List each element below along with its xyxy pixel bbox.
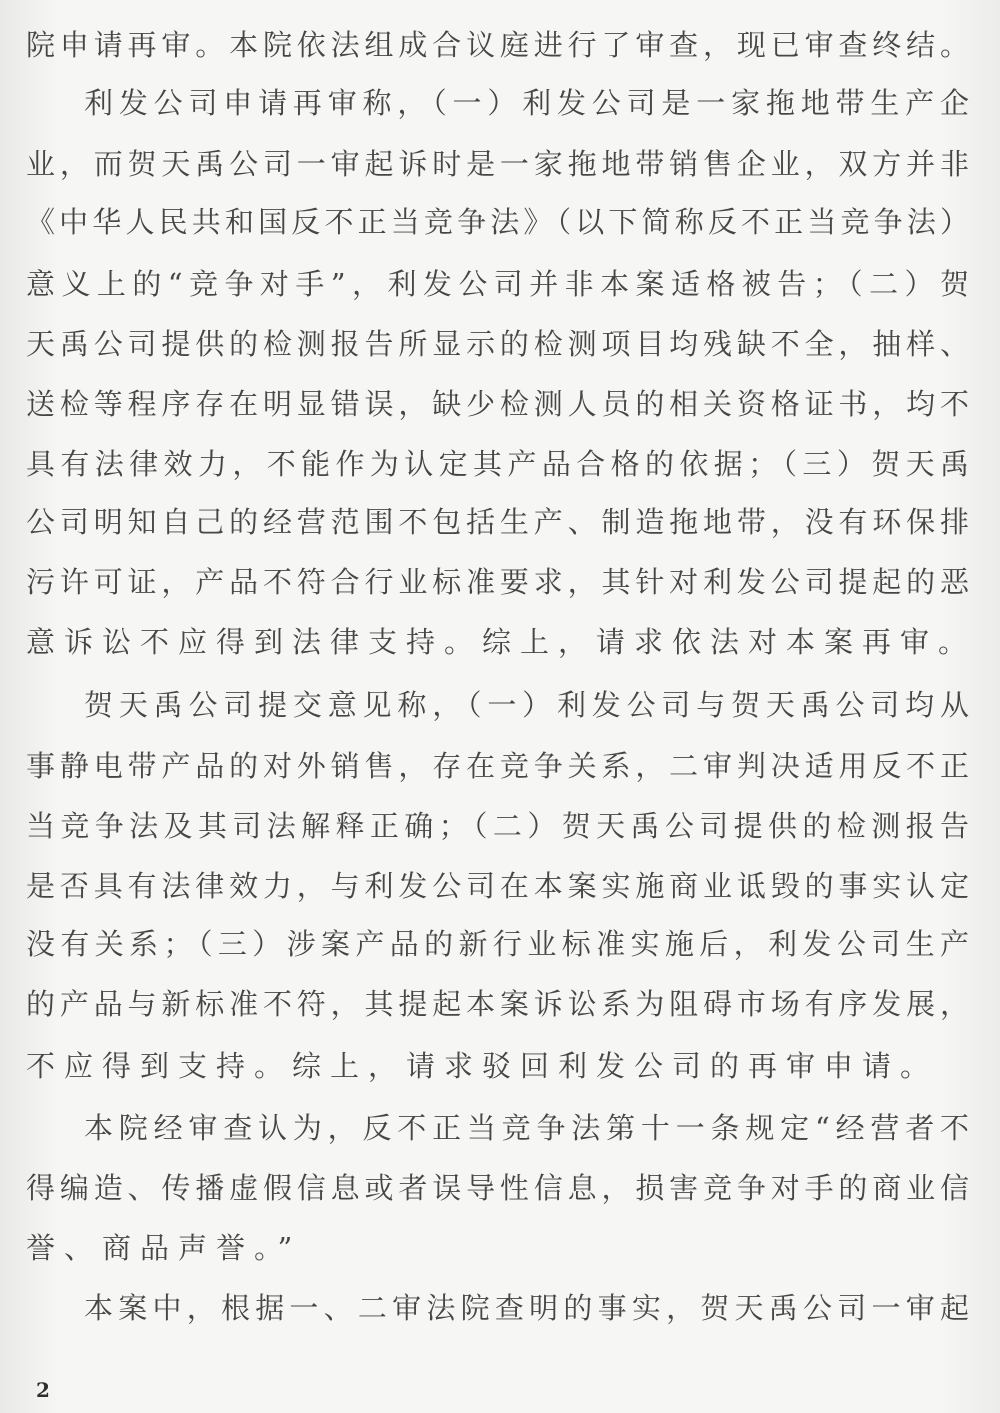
text-line: 事静电带产品的对外销售，存在竞争关系，二审判决适用反不正 (26, 749, 970, 783)
text-line: 不应得到支持。综上，请求驳回利发公司的再审申请。 (26, 1049, 939, 1083)
text-line: 本院经审查认为，反不正当竞争法第十一条规定“经营者不 (84, 1111, 970, 1145)
text-line: 本案中，根据一、二审法院查明的事实，贺天禹公司一审起 (84, 1291, 970, 1325)
text-line: 天禹公司提供的检测报告所显示的检测项目均残缺不全，抽样、 (26, 327, 970, 361)
text-line: 得编造、传播虚假信息或者误导性信息，损害竞争对手的商业信 (26, 1171, 970, 1205)
text-line: 是否具有法律效力，与利发公司在本案实施商业诋毁的事实认定 (26, 869, 970, 903)
text-line: 意义上的“竞争对手”，利发公司并非本案适格被告；（二）贺 (26, 267, 970, 301)
text-line: 没有关系；（三）涉案产品的新行业标准实施后，利发公司生产 (26, 927, 970, 961)
text-line: 《中华人民共和国反不正当竞争法》（以下简称反不正当竞争法） (26, 205, 970, 239)
text-line: 誉、商品声誉。” (26, 1231, 302, 1265)
page-number: 2 (36, 1378, 50, 1402)
text-line: 送检等程序存在明显错误，缺少检测人员的相关资格证书，均不 (26, 387, 970, 421)
text-line: 贺天禹公司提交意见称，（一）利发公司与贺天禹公司均从 (84, 688, 970, 722)
text-line: 公司明知自己的经营范围不包括生产、制造拖地带，没有环保排 (26, 505, 970, 539)
text-line: 污许可证，产品不符合行业标准要求，其针对利发公司提起的恶 (26, 565, 970, 599)
text-line: 意诉讼不应得到法律支持。综上，请求依法对本案再审。 (26, 625, 977, 659)
text-line: 的产品与新标准不符，其提起本案诉讼系为阻碍市场有序发展， (26, 987, 970, 1021)
text-line: 院申请再审。本院依法组成合议庭进行了审查，现已审查终结。 (26, 28, 970, 62)
text-line: 业，而贺天禹公司一审起诉时是一家拖地带销售企业，双方并非 (26, 147, 970, 181)
text-line: 利发公司申请再审称，（一）利发公司是一家拖地带生产企 (84, 86, 970, 120)
text-line: 具有法律效力，不能作为认定其产品合格的依据；（三）贺天禹 (26, 447, 970, 481)
text-line: 当竞争法及其司法解释正确；（二）贺天禹公司提供的检测报告 (26, 809, 970, 843)
